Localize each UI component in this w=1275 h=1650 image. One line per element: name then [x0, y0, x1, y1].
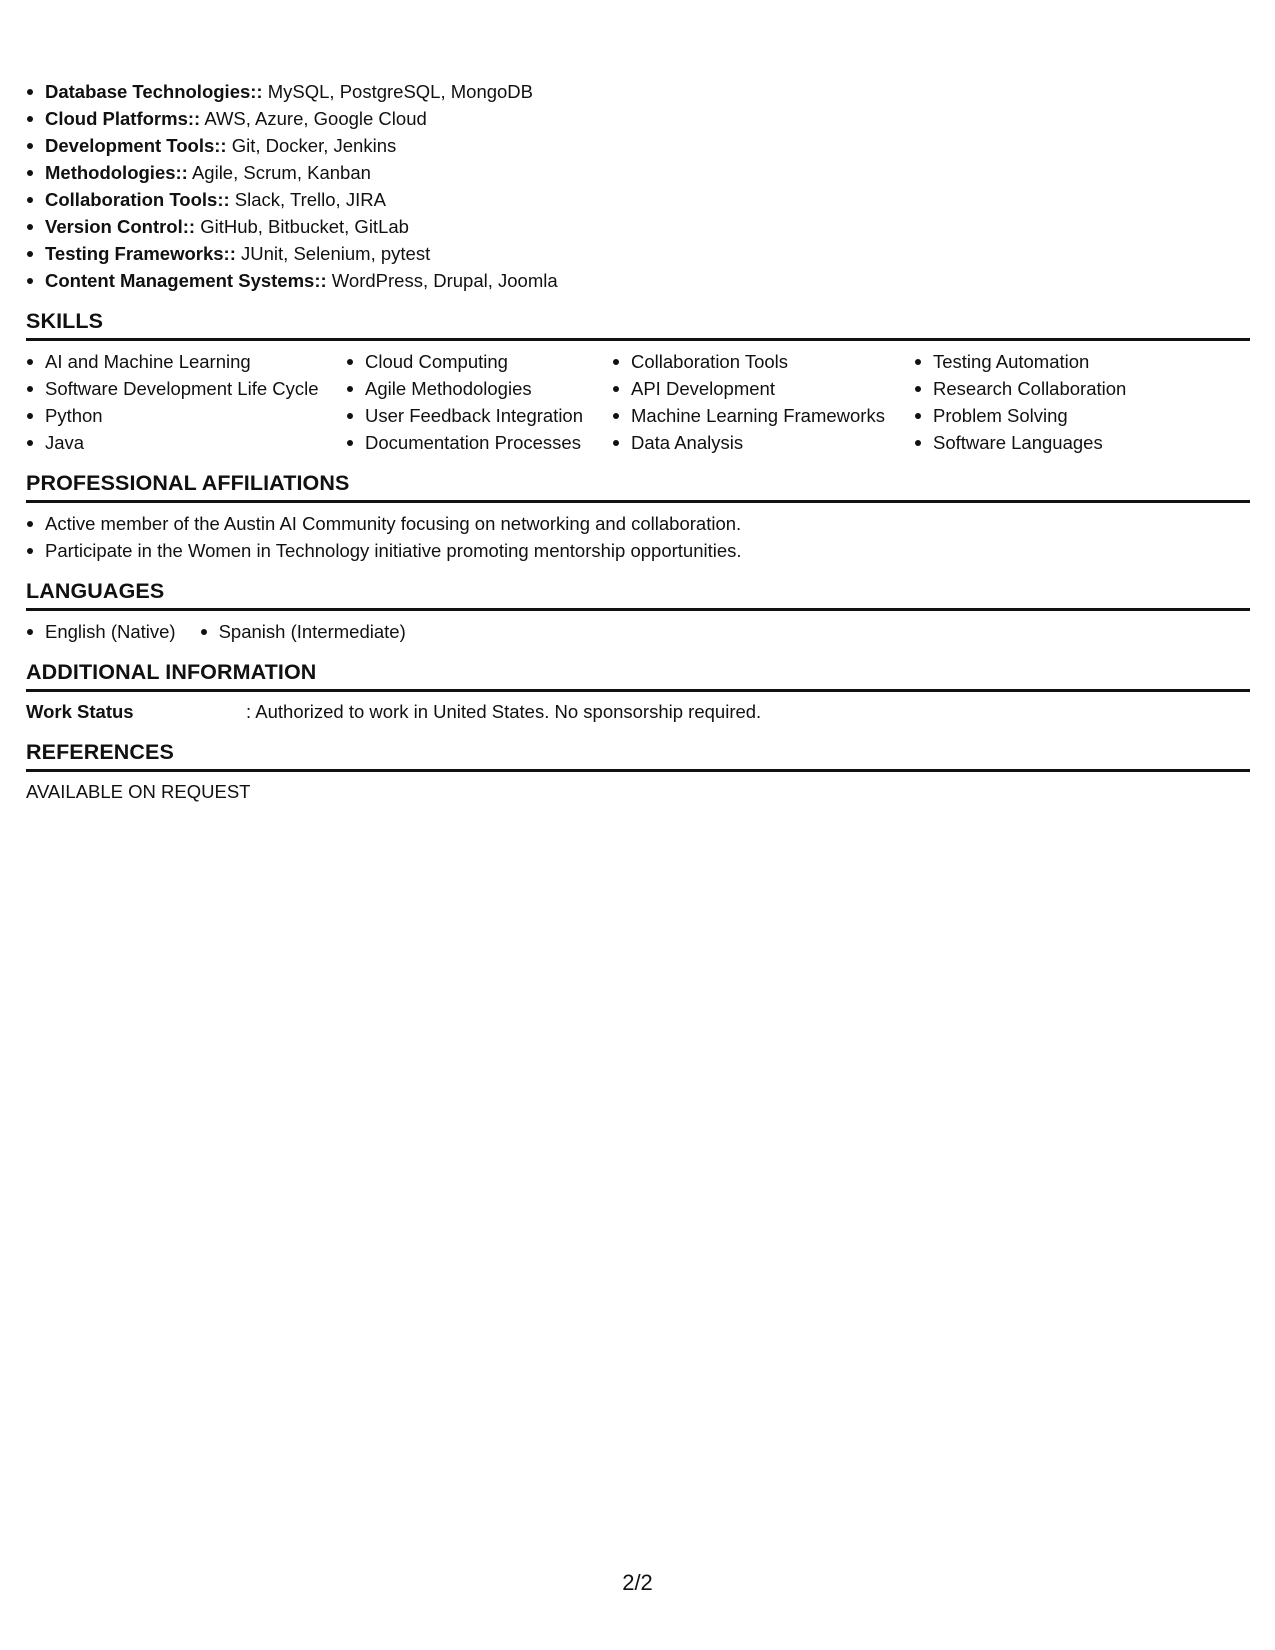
skill-item: Python: [26, 402, 346, 429]
language-item: English (Native): [26, 618, 176, 645]
references-section: [26, 739, 1250, 805]
list-item: [26, 105, 1250, 132]
skill-item: Java: [26, 429, 346, 456]
list-item: [26, 267, 1250, 294]
skill-item: Software Development Life Cycle: [26, 375, 346, 402]
list-item: [26, 78, 1250, 105]
languages-list: [26, 618, 1250, 645]
skill-item: AI and Machine Learning: [26, 348, 346, 375]
item-label: Testing Frameworks::: [45, 243, 236, 264]
skill-item: Documentation Processes: [346, 429, 612, 456]
skill-item: User Feedback Integration: [346, 402, 612, 429]
item-label: Methodologies::: [45, 162, 188, 183]
skill-item: Agile Methodologies: [346, 375, 612, 402]
additional-section: [26, 659, 1250, 725]
skill-item: Machine Learning Frameworks: [612, 402, 914, 429]
skills-column: [612, 348, 914, 456]
work-status-label: Work Status: [26, 701, 134, 722]
skill-item: API Development: [612, 375, 914, 402]
item-label: Database Technologies::: [45, 81, 263, 102]
list-item: [26, 186, 1250, 213]
list-item: [26, 132, 1250, 159]
item-value: AWS, Azure, Google Cloud: [200, 108, 427, 129]
list-item: Participate in the Women in Technology initiative promoting mentorship opportunities.: [26, 537, 1250, 564]
skill-item: Cloud Computing: [346, 348, 612, 375]
item-label: Cloud Platforms::: [45, 108, 201, 129]
skill-item: Software Languages: [914, 429, 1214, 456]
item-value: Slack, Trello, JIRA: [229, 189, 386, 210]
skill-item: Testing Automation: [914, 348, 1214, 375]
item-value: WordPress, Drupal, Joomla: [326, 270, 558, 291]
item-label: Version Control::: [45, 216, 196, 237]
list-item: [26, 240, 1250, 267]
work-status-value: : Authorized to work in United States. No sponsorship required.: [246, 701, 762, 722]
resume-content: [26, 78, 1250, 805]
language-item: Spanish (Intermediate): [200, 618, 406, 645]
item-value: Agile, Scrum, Kanban: [187, 162, 371, 183]
section-title-additional: ADDITIONAL INFORMATION: [26, 659, 1250, 692]
section-title-skills: SKILLS: [26, 308, 1250, 341]
list-item: [26, 159, 1250, 186]
list-item: Active member of the Austin AI Community focusing on networking and collaboration.: [26, 510, 1250, 537]
skills-column: [914, 348, 1214, 456]
skills-column: [26, 348, 346, 456]
skill-item: Data Analysis: [612, 429, 914, 456]
skill-item: Research Collaboration: [914, 375, 1214, 402]
item-value: GitHub, Bitbucket, GitLab: [195, 216, 409, 237]
affiliations-section: [26, 470, 1250, 564]
list-item: [26, 213, 1250, 240]
skill-item: Collaboration Tools: [612, 348, 914, 375]
section-title-affiliations: PROFESSIONAL AFFILIATIONS: [26, 470, 1250, 503]
skills-column: [346, 348, 612, 456]
section-title-references: REFERENCES: [26, 739, 1250, 772]
affiliations-list: [26, 510, 1250, 564]
item-value: MySQL, PostgreSQL, MongoDB: [262, 81, 534, 102]
work-status-row: [26, 699, 1250, 725]
item-value: Git, Docker, Jenkins: [226, 135, 397, 156]
item-value: JUnit, Selenium, pytest: [235, 243, 431, 264]
item-label: Development Tools::: [45, 135, 227, 156]
item-label: Collaboration Tools::: [45, 189, 230, 210]
tech-list: [26, 78, 1250, 294]
page-number: 2/2: [622, 1570, 653, 1595]
item-label: Content Management Systems::: [45, 270, 327, 291]
skills-grid: [26, 348, 1250, 456]
languages-section: [26, 578, 1250, 645]
references-text: AVAILABLE ON REQUEST: [26, 781, 251, 802]
skill-item: Problem Solving: [914, 402, 1214, 429]
skills-section: [26, 308, 1250, 456]
section-title-languages: LANGUAGES: [26, 578, 1250, 611]
